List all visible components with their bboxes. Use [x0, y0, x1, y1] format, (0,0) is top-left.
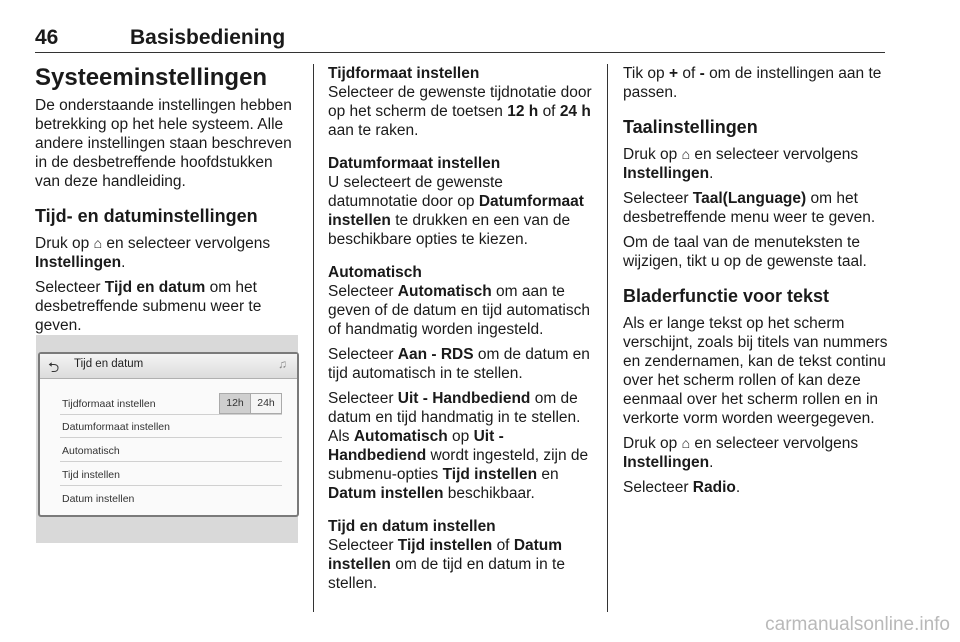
text: Selecteer [328, 537, 394, 554]
text: te drukken en een van de beschikbare opties te kiezen. [328, 212, 571, 248]
bold-term: Tijd instellen [442, 466, 538, 483]
menu-row [60, 487, 282, 509]
paragraph [35, 234, 297, 272]
intro-paragraph: De onderstaande instellingen hebben betrekking op het hele systeem. Alle andere instellingen staan beschreven in de desbetreffende hoofdstukken van deze handleiding. [35, 97, 292, 190]
menu-row [60, 392, 282, 415]
bold-term: Uit - Handbediend [328, 428, 504, 464]
text: om aan te geven of de datum en tijd automatisch of handmatig worden ingesteld. [328, 283, 590, 338]
paragraph-title: Automatisch [328, 264, 422, 281]
bold-term: Tijd instellen [397, 537, 493, 554]
screen-frame [38, 352, 299, 517]
bold-term: Instellingen [623, 165, 710, 182]
text: Druk op [623, 146, 678, 163]
menu-row-label: Datumformaat instellen [62, 421, 170, 433]
text: Selecteer [328, 390, 394, 407]
bold-term: Datumformaat instellen [328, 193, 584, 229]
bold-term: 24 h [559, 103, 591, 120]
paragraph [328, 517, 593, 593]
paragraph-title: Tijdformaat instellen [328, 65, 480, 82]
text: of [542, 103, 556, 120]
watermark: carmanualsonline.info [765, 614, 950, 635]
text: om de instellingen aan te passen. [623, 65, 882, 101]
column-1 [35, 64, 297, 341]
back-arrow-icon: ⮌ [48, 359, 60, 375]
text: . [709, 165, 714, 182]
text: Selecteer [35, 279, 101, 296]
paragraph [328, 263, 593, 339]
text: Druk op [35, 235, 90, 252]
paragraph-title: Tijd en datum instellen [328, 518, 496, 535]
menu-screenshot [36, 335, 298, 543]
menu-row-label: Automatisch [62, 445, 120, 457]
bold-term: - [699, 65, 705, 82]
text: om het desbetreffende submenu weer te geven. [35, 279, 262, 334]
bold-term: Taal(Language) [692, 190, 807, 207]
menu-row [60, 463, 282, 486]
paragraph-title: Datumformaat instellen [328, 155, 501, 172]
home-icon: ⌂ [93, 235, 103, 251]
text: Selecteer [328, 346, 394, 363]
home-icon: ⌂ [681, 146, 691, 162]
bold-term: Radio [692, 479, 736, 496]
text: en selecteer vervolgens [694, 146, 859, 163]
paragraph [328, 389, 593, 503]
paragraph [35, 278, 297, 335]
bold-term: Aan - RDS [397, 346, 474, 363]
menu-row-label: Tijdformaat instellen [62, 398, 156, 410]
text: op [452, 428, 470, 445]
paragraph [623, 434, 888, 472]
bold-term: + [668, 65, 679, 82]
bold-term: Datum instellen [328, 537, 563, 573]
paragraph [328, 64, 593, 140]
menu-row [60, 415, 282, 438]
section-heading: Systeeminstellingen [35, 64, 268, 91]
text: en [541, 466, 559, 483]
menu-row [60, 439, 282, 462]
bold-term: Uit - Handbediend [397, 390, 531, 407]
text: of [496, 537, 510, 554]
text: om het desbetreffende menu weer te geven. [623, 190, 876, 226]
page-number: 46 [35, 26, 59, 49]
column-divider [607, 64, 608, 612]
menu-row-label: Datum instellen [62, 493, 135, 505]
time-format-toggle [219, 393, 282, 414]
paragraph: Als er lange tekst op het scherm verschijnt, zoals bij titels van nummers en zendernamen, kan de tekst continu over het scherm rollen of kan deze eenmaal over het scherm rollen en in verkorte vorm worden weergegeven. [623, 315, 888, 427]
text: en selecteer vervolgens [694, 435, 859, 452]
text: Selecteer [623, 479, 689, 496]
paragraph [328, 345, 593, 383]
paragraph [623, 189, 888, 227]
bold-term: Instellingen [35, 254, 122, 271]
music-note-icon: ♫ [278, 357, 287, 371]
text: . [709, 454, 714, 471]
text: U selecteert de gewenste datumnotatie door op [328, 174, 503, 210]
screen-title: Tijd en datum [74, 358, 144, 370]
bold-term: Automatisch [397, 283, 492, 300]
text: . [735, 479, 741, 496]
bold-term: Instellingen [623, 454, 710, 471]
paragraph: Om de taal van de menuteksten te wijzigen, tikt u op de gewenste taal. [623, 234, 867, 270]
page-header [35, 26, 885, 50]
bold-term: Datum instellen [328, 485, 444, 502]
subsection-heading: Tijd- en datuminstellingen [35, 206, 258, 226]
column-2 [328, 64, 593, 599]
text: . [121, 254, 126, 271]
paragraph [623, 478, 888, 497]
column-divider [313, 64, 314, 612]
column-3 [623, 64, 888, 503]
bold-term: Tijd en datum [104, 279, 206, 296]
page-title: Basisbediening [130, 26, 286, 49]
bold-term: Automatisch [353, 428, 448, 445]
toggle-option: 12h [220, 394, 250, 413]
screen-title-bar [40, 354, 297, 379]
subsection-heading: Bladerfunctie voor tekst [623, 286, 830, 306]
text: om de datum en tijd handmatig in te stellen. Als [328, 390, 581, 445]
paragraph [328, 154, 593, 249]
text: aan te raken. [328, 122, 419, 139]
header-rule [35, 52, 885, 53]
toggle-option: 24h [250, 394, 281, 413]
home-icon: ⌂ [681, 435, 691, 451]
text: wordt ingesteld, zijn de submenu-opties [328, 447, 589, 483]
paragraph [623, 64, 888, 102]
text: om de datum en tijd automatisch in te stellen. [328, 346, 590, 382]
bold-term: 12 h [507, 103, 539, 120]
text: om de tijd en datum in te stellen. [328, 556, 565, 592]
text: Selecteer [328, 283, 394, 300]
text: of [682, 65, 696, 82]
menu-row-label: Tijd instellen [62, 469, 120, 481]
subsection-heading: Taalinstellingen [623, 117, 758, 137]
text: Tik op [623, 65, 665, 82]
text: en selecteer vervolgens [106, 235, 271, 252]
text: beschikbaar. [447, 485, 535, 502]
paragraph [623, 145, 888, 183]
text: Selecteer de gewenste tijdnotatie door op het scherm de toetsen [328, 84, 592, 120]
text: Selecteer [623, 190, 689, 207]
text: Druk op [623, 435, 678, 452]
